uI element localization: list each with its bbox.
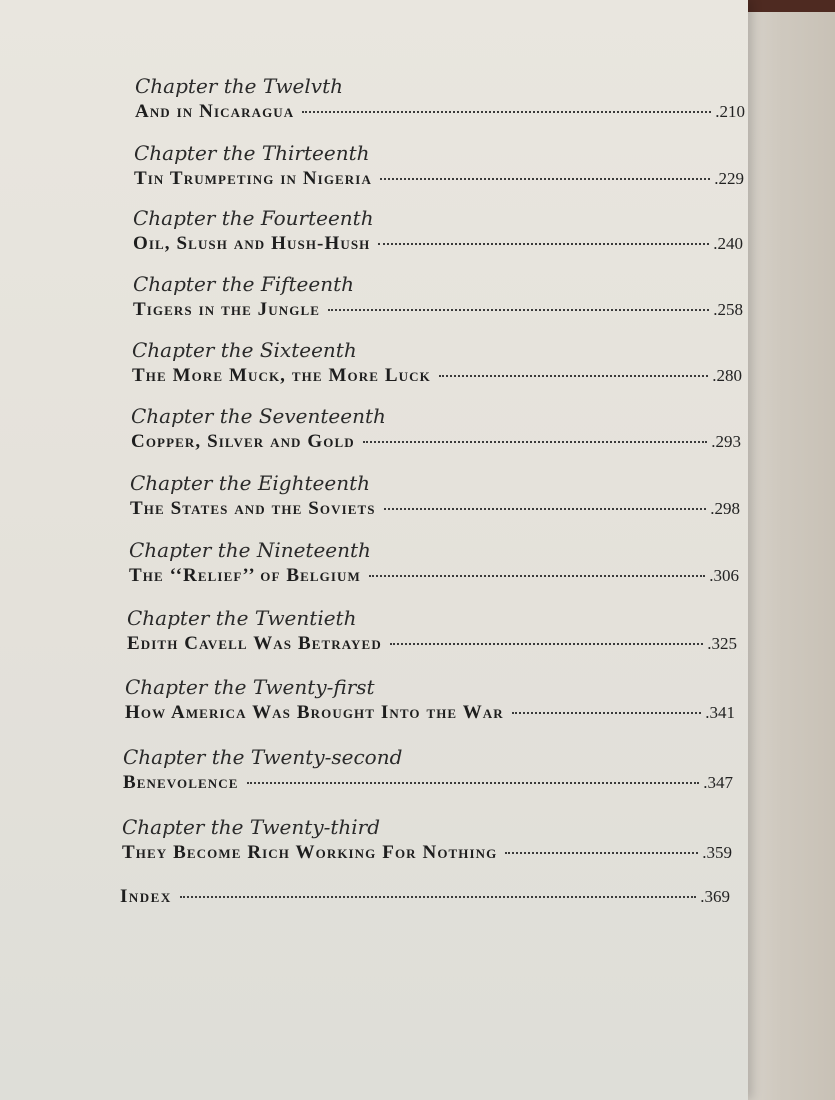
chapter-title: The States and the Soviets [130, 498, 376, 519]
dot-leader [380, 178, 710, 180]
page-number: .240 [713, 234, 743, 253]
page-number: .293 [711, 432, 741, 451]
chapter-title: Tin Trumpeting in Nigeria [134, 168, 372, 189]
toc-entry [122, 815, 732, 864]
dot-leader [328, 309, 709, 311]
dot-leader [369, 575, 705, 577]
chapter-heading: Chapter the Twenty-first [125, 675, 375, 699]
chapter-title: Copper, Silver and Gold [131, 431, 355, 452]
page-number: .369 [700, 887, 730, 906]
chapter-heading: Chapter the Sixteenth [132, 338, 357, 362]
chapter-heading: Chapter the Seventeenth [131, 404, 386, 428]
page-number: .306 [709, 566, 739, 585]
page-number: .229 [714, 169, 744, 188]
dot-leader [302, 111, 711, 113]
chapter-heading: Chapter the Twenty-second [123, 745, 403, 769]
toc-index-entry [120, 883, 730, 908]
toc-entry [133, 272, 743, 321]
dot-leader [384, 508, 707, 510]
chapter-title: The ‘‘Relief’’ of Belgium [129, 565, 361, 586]
toc-entry [135, 74, 745, 123]
chapter-heading: Chapter the Fifteenth [133, 272, 354, 296]
dot-leader [363, 441, 708, 443]
page-number: .325 [707, 634, 737, 653]
page-number: .298 [710, 499, 740, 518]
dot-leader [378, 243, 709, 245]
toc-entry [125, 675, 735, 724]
page-number: .280 [712, 366, 742, 385]
page-number: .258 [713, 300, 743, 319]
chapter-heading: Chapter the Fourteenth [133, 206, 374, 230]
chapter-title: Edith Cavell Was Betrayed [127, 633, 382, 654]
chapter-title: The More Muck, the More Luck [132, 365, 431, 386]
chapter-heading: Chapter the Twelvth [135, 74, 344, 98]
toc-entry [131, 404, 741, 453]
toc-entry [130, 471, 740, 520]
page-number: .359 [702, 843, 732, 862]
index-title: Index [120, 886, 172, 907]
chapter-title: How America Was Brought Into the War [125, 702, 504, 723]
chapter-title: Oil, Slush and Hush-Hush [133, 233, 371, 254]
book-cover-edge [745, 0, 835, 12]
chapter-heading: Chapter the Twenty-third [122, 815, 381, 839]
toc-entry [123, 745, 733, 794]
chapter-heading: Chapter the Twentieth [127, 606, 357, 630]
chapter-heading: Chapter the Eighteenth [130, 471, 370, 495]
dot-leader [505, 852, 698, 854]
dot-leader [247, 782, 700, 784]
page-number: .347 [703, 773, 733, 792]
chapter-title: Tigers in the Jungle [133, 299, 321, 320]
chapter-heading: Chapter the Thirteenth [134, 141, 370, 165]
toc-entry [127, 606, 737, 655]
dot-leader [439, 375, 708, 377]
chapter-heading: Chapter the Nineteenth [129, 538, 371, 562]
dot-leader [390, 643, 703, 645]
toc-entry [133, 206, 743, 255]
chapter-title: They Become Rich Working For Nothing [122, 842, 498, 863]
page-number: .341 [705, 703, 735, 722]
dot-leader [180, 896, 697, 898]
toc-entry [129, 538, 739, 587]
toc-entry [132, 338, 742, 387]
adjacent-page-edge [740, 0, 835, 1100]
page-number: .210 [715, 102, 745, 121]
chapter-title: And in Nicaragua [135, 101, 295, 122]
dot-leader [512, 712, 701, 714]
chapter-title: Benevolence [123, 772, 239, 793]
toc-entry [134, 141, 744, 190]
